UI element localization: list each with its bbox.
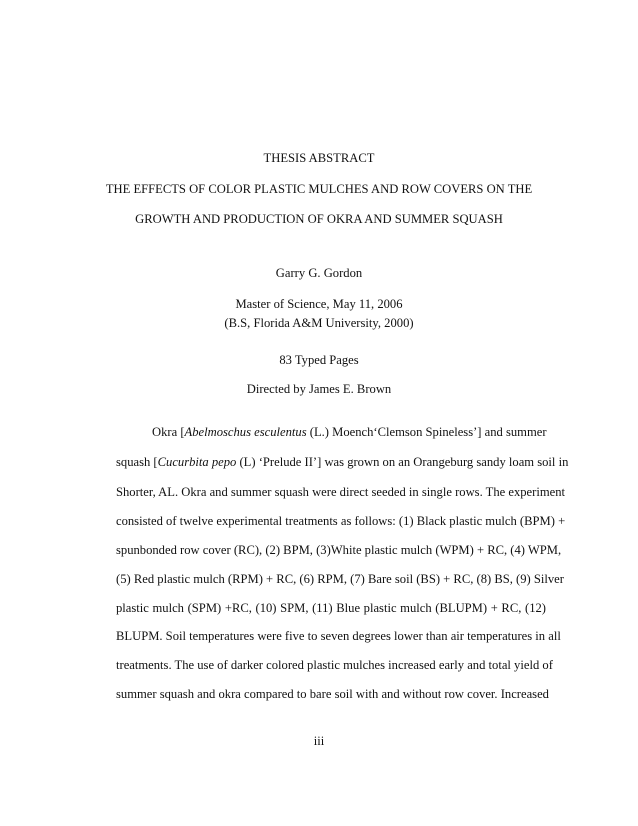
italic-species: Cucurbita pepo bbox=[157, 455, 237, 469]
abstract-line bbox=[116, 484, 566, 500]
page-number: iii bbox=[313, 734, 325, 748]
abstract-line bbox=[116, 686, 549, 702]
text-run: spunbonded row cover (RC), (2) BPM, (3)White plastic mulch (WPM) + RC, (4) WPM, bbox=[116, 543, 562, 557]
abstract-line bbox=[116, 454, 569, 470]
text-run: (5) Red plastic mulch (RPM) + RC, (6) RPM, (7) Bare soil (BS) + RC, (8) BS, (9) Silver bbox=[116, 572, 564, 586]
prior-degree-line: (B.S, Florida A&M University, 2000) bbox=[224, 316, 414, 330]
text-run: Shorter, AL. Okra and summer squash were direct seeded in single rows. The experiment bbox=[116, 485, 566, 499]
abstract-line bbox=[116, 513, 566, 529]
abstract-line bbox=[116, 542, 562, 558]
text-run: plastic mulch (SPM) +RC, (10) SPM, (11) Blue plastic mulch (BLUPM) + RC, (12) bbox=[116, 601, 546, 615]
abstract-line bbox=[116, 600, 546, 616]
heading: THESIS ABSTRACT bbox=[263, 151, 375, 165]
text-run: summer squash and okra compared to bare soil with and without row cover. Increased bbox=[116, 687, 549, 701]
abstract-line bbox=[152, 424, 546, 440]
director-line: Directed by James E. Brown bbox=[246, 382, 392, 396]
title-line-1: THE EFFECTS OF COLOR PLASTIC MULCHES AND ROW COVERS ON THE bbox=[105, 182, 533, 196]
text-run: squash [ bbox=[116, 455, 158, 469]
text-run: BLUPM. Soil temperatures were five to seven degrees lower than air temperatures in all bbox=[116, 629, 561, 643]
abstract-line bbox=[116, 628, 561, 644]
text-run: treatments. The use of darker colored plastic mulches increased early and total yield of bbox=[116, 658, 553, 672]
page-count: 83 Typed Pages bbox=[279, 353, 359, 367]
degree-line: Master of Science, May 11, 2006 bbox=[235, 297, 403, 311]
abstract-line bbox=[116, 571, 564, 587]
abstract-line bbox=[116, 657, 553, 673]
text-run: (L) ‘Prelude II’] was grown on an Orangeburg sandy loam soil in bbox=[236, 455, 569, 469]
italic-species: Abelmoschus esculentus bbox=[184, 425, 307, 439]
author-name: Garry G. Gordon bbox=[275, 266, 363, 280]
text-run: Okra [ bbox=[152, 425, 185, 439]
title-line-2: GROWTH AND PRODUCTION OF OKRA AND SUMMER SQUASH bbox=[135, 212, 503, 226]
text-run: (L.) Moench‘Clemson Spineless’] and summer bbox=[306, 425, 547, 439]
text-run: consisted of twelve experimental treatments as follows: (1) Black plastic mulch (BPM) + bbox=[116, 514, 566, 528]
